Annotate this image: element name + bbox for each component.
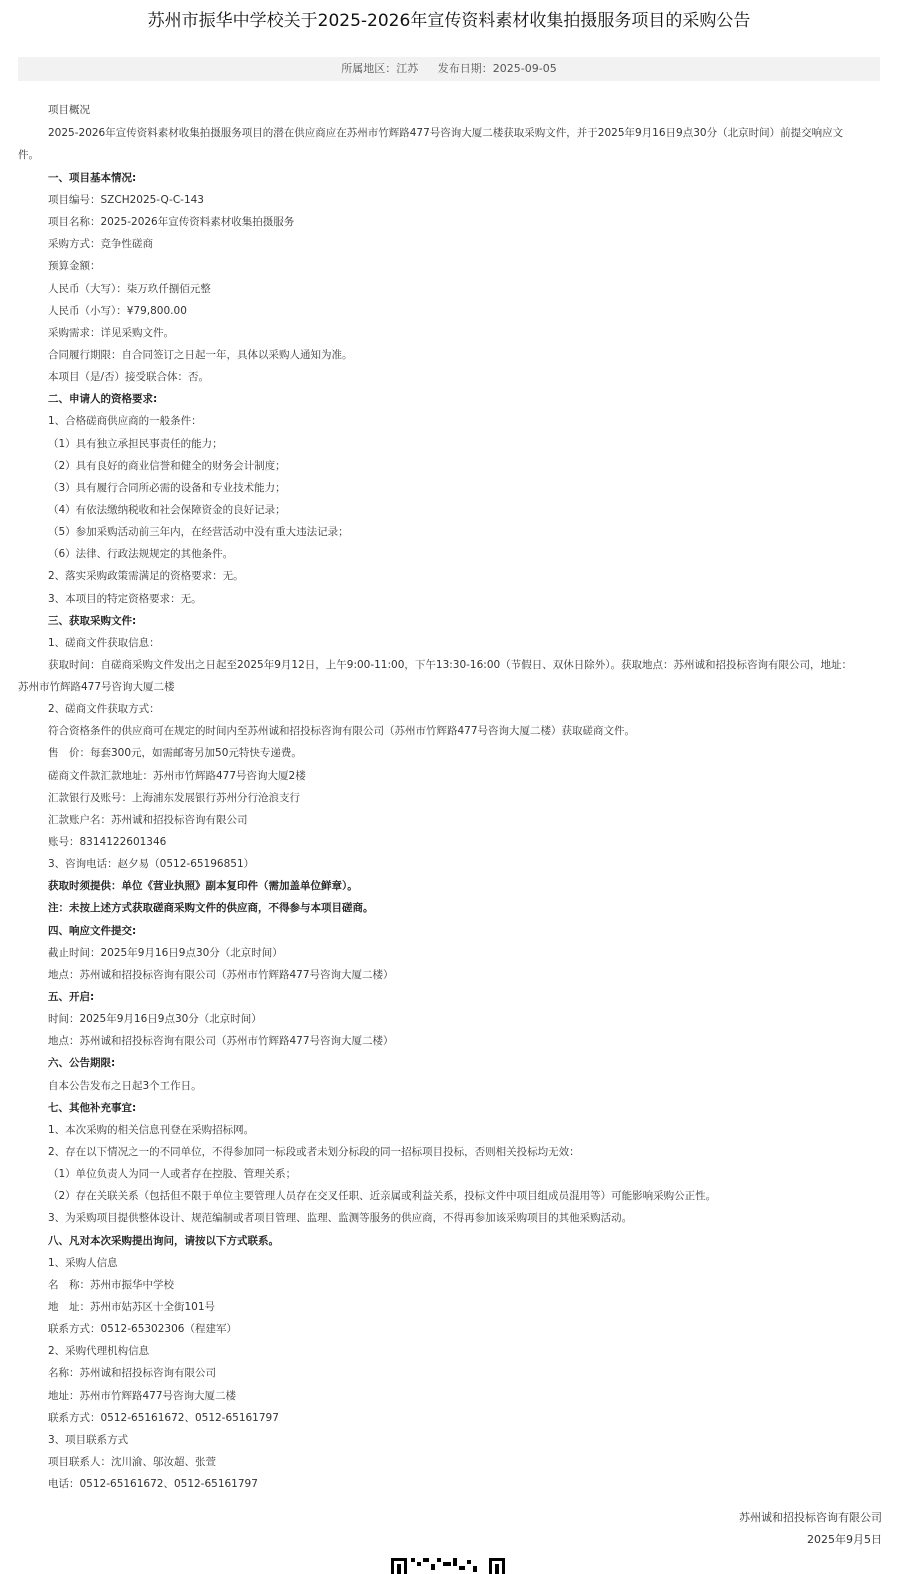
text-line: 3、项目联系方式 (48, 1434, 129, 1446)
text-line: 预算金额： (48, 260, 101, 272)
text-line: 本项目（是/否）接受联合体：否。 (48, 371, 210, 383)
text-line: 联系方式：0512-65161672、0512-65161797 (48, 1412, 279, 1424)
text-line: （5）参加采购活动前三年内，在经营活动中没有重大违法记录； (48, 526, 349, 538)
text-line: 符合资格条件的供应商可在规定的时间内至苏州诚和招投标咨询有限公司（苏州市竹辉路477号咨询大厦二楼）获取磋商文件。 (48, 725, 636, 737)
text-line: 苏州市竹辉路477号咨询大厦二楼 (18, 681, 175, 693)
region-label: 所属地区： (341, 62, 397, 75)
text-line: 地点：苏州诚和招投标咨询有限公司（苏州市竹辉路477号咨询大厦二楼） (48, 969, 394, 981)
text-line: 时间：2025年9月16日9点30分（北京时间） (48, 1013, 262, 1025)
text-line: 名称：苏州诚和招投标咨询有限公司 (48, 1367, 216, 1379)
text-line: 获取时间：自磋商采购文件发出之日起至2025年9月12日，上午9:00-11:00，下午13:30-16:00（节假日、双休日除外）。获取地点：苏州诚和招投标咨询有限公司，地址： (48, 659, 852, 671)
text-line: 项目名称：2025-2026年宣传资料素材收集拍摄服务 (48, 216, 295, 228)
meta-bar (18, 57, 880, 81)
text-line: 1、采购人信息 (48, 1257, 118, 1269)
text-line: 3、咨询电话：赵夕易（0512-65196851） (48, 858, 255, 870)
text-line: （3）具有履行合同所必需的设备和专业技术能力； (48, 482, 286, 494)
text-line: 电话：0512-65161672、0512-65161797 (48, 1478, 258, 1490)
text-line: 名 称：苏州市振华中学校 (48, 1279, 174, 1291)
text-line: 地 址：苏州市姑苏区十全街101号 (48, 1301, 216, 1313)
text-line: 2、存在以下情况之一的不同单位，不得参加同一标段或者未划分标段的同一招标项目投标，否则相关投标均无效： (48, 1146, 580, 1158)
text-line: 2025-2026年宣传资料素材收集拍摄服务项目的潜在供应商应在苏州市竹辉路477号咨询大厦二楼获取采购文件，并于2025年9月16日9点30分（北京时间）前提交响应文 (48, 127, 844, 139)
page-title: 苏州市振华中学校关于2025-2026年宣传资料素材收集拍摄服务项目的采购公告 (147, 11, 751, 31)
date-label: 发布日期： (437, 62, 493, 75)
section-heading: 获取时须提供：单位《营业执照》副本复印件（需加盖单位鲜章）。 (48, 880, 358, 892)
text-line: 项目概况 (48, 104, 90, 116)
text-line: 人民币（大写）：柒万玖仟捌佰元整 (48, 283, 211, 295)
text-line: 2、落实采购政策需满足的资格要求：无。 (48, 570, 244, 582)
text-line: 合同履行期限：自合同签订之日起一年，具体以采购人通知为准。 (48, 349, 353, 361)
text-line: 项目联系人：沈川渝、邬汝超、张萱 (48, 1456, 216, 1468)
signature-date: 2025年9月5日 (807, 1533, 882, 1546)
qr-code-icon (389, 1556, 509, 1574)
signature-company: 苏州诚和招投标咨询有限公司 (739, 1511, 882, 1524)
text-line: 自本公告发布之日起3个工作日。 (48, 1080, 202, 1092)
text-line: （6）法律、行政法规规定的其他条件。 (48, 548, 234, 560)
section-heading: 注：未按上述方式获取磋商采购文件的供应商，不得参与本项目磋商。 (48, 902, 374, 914)
section-heading: 八、凡对本次采购提出询问，请按以下方式联系。 (48, 1235, 279, 1247)
section-heading: 三、获取采购文件: (48, 615, 137, 627)
section-heading: 七、其他补充事宜: (48, 1102, 137, 1114)
date-value: 2025-09-05 (492, 62, 557, 75)
text-line: 采购需求：详见采购文件。 (48, 327, 174, 339)
section-heading: 二、申请人的资格要求: (48, 393, 158, 405)
text-line: 1、磋商文件获取信息： (48, 637, 160, 649)
text-line: 地点：苏州诚和招投标咨询有限公司（苏州市竹辉路477号咨询大厦二楼） (48, 1035, 394, 1047)
region-value: 江苏 (396, 62, 419, 75)
text-line: 1、本次采购的相关信息刊登在采购招标网。 (48, 1124, 255, 1136)
text-line: （2）存在关联关系（包括但不限于单位主要管理人员存在交叉任职、近亲属或利益关系，投标文件中项目组成员混用等）可能影响采购公正性。 (48, 1190, 717, 1202)
text-line: 账号：8314122601346 (48, 836, 167, 848)
section-heading: 五、开启: (48, 991, 95, 1003)
text-line: 2、采购代理机构信息 (48, 1345, 150, 1357)
section-heading: 六、公告期限: (48, 1057, 116, 1069)
text-line: 采购方式：竞争性磋商 (48, 238, 153, 250)
text-line: 地址：苏州市竹辉路477号咨询大厦二楼 (48, 1390, 237, 1402)
text-line: （1）具有独立承担民事责任的能力； (48, 438, 223, 450)
text-line: 截止时间：2025年9月16日9点30分（北京时间） (48, 947, 283, 959)
text-line: 磋商文件款汇款地址：苏州市竹辉路477号咨询大厦2楼 (48, 770, 306, 782)
text-line: 项目编号：SZCH2025-Q-C-143 (48, 194, 204, 206)
region-info (341, 62, 418, 75)
text-line: （2）具有良好的商业信誉和健全的财务会计制度； (48, 460, 286, 472)
text-line: 2、磋商文件获取方式： (48, 703, 160, 715)
text-line: 件。 (18, 149, 39, 161)
text-line: 3、为采购项目提供整体设计、规范编制或者项目管理、监理、监测等服务的供应商，不得再参加该采购项目的其他采购活动。 (48, 1212, 633, 1224)
text-line: 售 价：每套300元，如需邮寄另加50元特快专递费。 (48, 747, 302, 759)
text-line: 1、合格磋商供应商的一般条件： (48, 415, 202, 427)
section-heading: 一、项目基本情况: (48, 172, 137, 184)
text-line: 汇款账户名：苏州诚和招投标咨询有限公司 (48, 814, 248, 826)
text-line: 联系方式：0512-65302306（程建军） (48, 1323, 237, 1335)
section-heading: 四、响应文件提交: (48, 925, 137, 937)
text-line: 汇款银行及账号：上海浦东发展银行苏州分行沧浪支行 (48, 792, 300, 804)
text-line: 人民币（小写）：¥79,800.00 (48, 305, 187, 317)
text-line: 3、本项目的特定资格要求：无。 (48, 593, 202, 605)
text-line: （4）有依法缴纳税收和社会保障资金的良好记录； (48, 504, 286, 516)
text-line: （1）单位负责人为同一人或者存在控股、管理关系； (48, 1168, 297, 1180)
publish-date-info (438, 62, 557, 75)
